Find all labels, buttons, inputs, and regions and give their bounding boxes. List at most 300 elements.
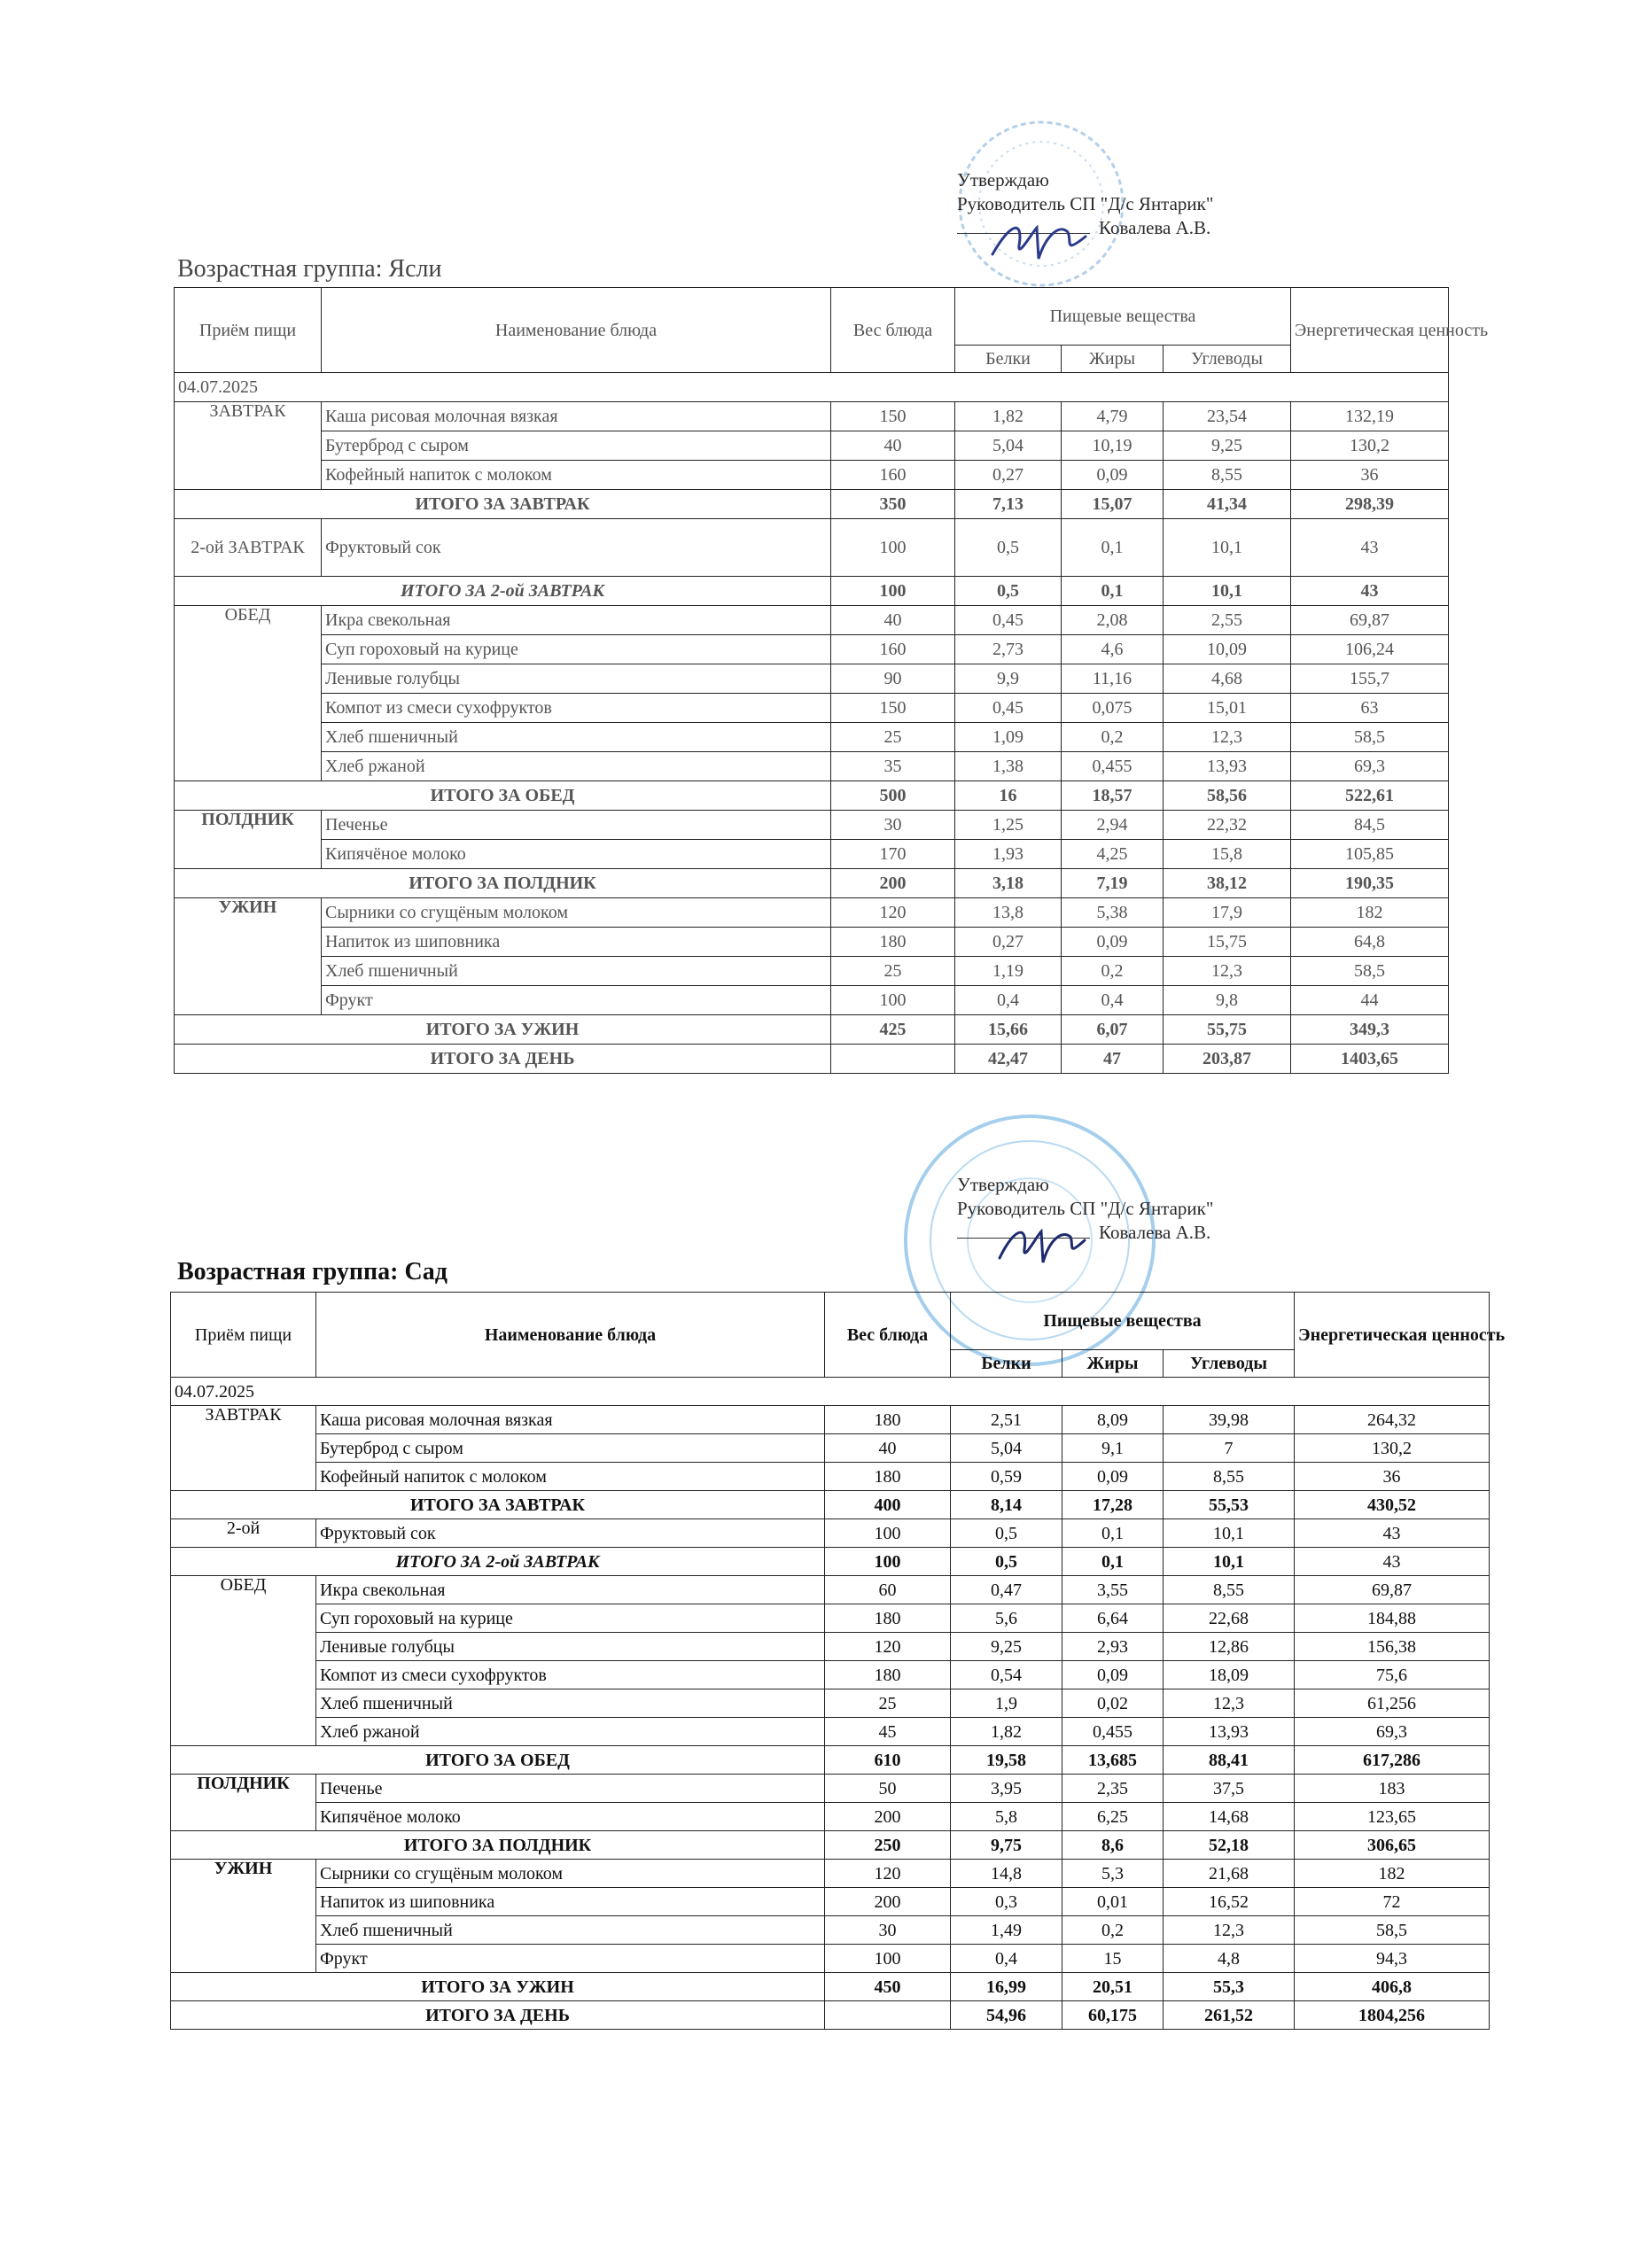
fat-cell: 0,455 bbox=[1062, 1718, 1164, 1746]
fat-cell: 0,1 bbox=[1062, 519, 1164, 577]
meal-name: ОБЕД bbox=[171, 1576, 316, 1746]
protein-cell: 7,13 bbox=[955, 490, 1062, 519]
carbs-cell: 55,3 bbox=[1164, 1973, 1295, 2001]
menu-table bbox=[170, 1292, 1506, 2030]
energy-cell: 69,87 bbox=[1291, 606, 1449, 635]
dish-name: Компот из смеси сухофруктов bbox=[316, 1661, 825, 1689]
fat-cell: 0,09 bbox=[1062, 1463, 1164, 1491]
fat-cell: 15 bbox=[1062, 1945, 1164, 1973]
energy-cell: 522,61 bbox=[1291, 781, 1449, 811]
weight-cell bbox=[825, 2001, 951, 2030]
protein-cell: 0,47 bbox=[951, 1576, 1062, 1604]
dish-name: Икра свекольная bbox=[322, 606, 831, 635]
table-row bbox=[175, 519, 1449, 577]
protein-cell: 0,4 bbox=[951, 1945, 1062, 1973]
protein-cell: 0,3 bbox=[951, 1888, 1062, 1916]
fat-cell: 0,1 bbox=[1062, 577, 1164, 606]
carbs-cell: 10,09 bbox=[1164, 635, 1291, 664]
protein-cell: 5,6 bbox=[951, 1604, 1062, 1633]
energy-cell: 184,88 bbox=[1295, 1604, 1490, 1633]
carbs-cell: 8,55 bbox=[1164, 1463, 1295, 1491]
header-carbs: Углеводы bbox=[1164, 346, 1291, 373]
protein-cell: 3,18 bbox=[955, 869, 1062, 898]
carbs-cell: 18,09 bbox=[1164, 1661, 1295, 1689]
dish-name: Хлеб пшеничный bbox=[322, 957, 831, 986]
subtotal-label: ИТОГО ЗА ОБЕД bbox=[171, 1746, 825, 1775]
protein-cell: 16 bbox=[955, 781, 1062, 811]
fat-cell: 4,25 bbox=[1062, 840, 1164, 869]
fat-cell: 0,01 bbox=[1062, 1888, 1164, 1916]
fat-cell: 8,6 bbox=[1062, 1831, 1164, 1860]
weight-cell: 100 bbox=[831, 986, 955, 1015]
fat-cell: 0,09 bbox=[1062, 461, 1164, 490]
energy-cell: 264,32 bbox=[1295, 1406, 1490, 1434]
energy-cell: 43 bbox=[1291, 519, 1449, 577]
header-energy: Энергетическая ценность bbox=[1295, 1293, 1490, 1378]
day-total-label: ИТОГО ЗА ДЕНЬ bbox=[171, 2001, 825, 2030]
carbs-cell: 8,55 bbox=[1164, 1576, 1295, 1604]
dish-name: Каша рисовая молочная вязкая bbox=[316, 1406, 825, 1434]
meal-name: УЖИН bbox=[171, 1860, 316, 1973]
table-row bbox=[171, 1519, 1490, 1548]
weight-cell: 120 bbox=[825, 1633, 951, 1661]
dish-name: Сырники со сгущёным молоком bbox=[316, 1860, 825, 1888]
header-fat: Жиры bbox=[1062, 346, 1164, 373]
protein-cell: 42,47 bbox=[955, 1045, 1062, 1074]
weight-cell: 40 bbox=[825, 1434, 951, 1463]
protein-cell: 1,82 bbox=[951, 1718, 1062, 1746]
energy-cell: 36 bbox=[1291, 461, 1449, 490]
dish-name: Каша рисовая молочная вязкая bbox=[322, 402, 831, 431]
header-carbs: Углеводы bbox=[1164, 1350, 1295, 1378]
protein-cell: 1,19 bbox=[955, 957, 1062, 986]
protein-cell: 0,45 bbox=[955, 606, 1062, 635]
fat-cell: 17,28 bbox=[1062, 1491, 1164, 1519]
weight-cell: 180 bbox=[825, 1406, 951, 1434]
carbs-cell: 52,18 bbox=[1164, 1831, 1295, 1860]
fat-cell: 13,685 bbox=[1062, 1746, 1164, 1775]
fat-cell: 15,07 bbox=[1062, 490, 1164, 519]
day-total-row bbox=[175, 1045, 1449, 1074]
fat-cell: 5,3 bbox=[1062, 1860, 1164, 1888]
weight-cell: 100 bbox=[825, 1945, 951, 1973]
energy-cell: 64,8 bbox=[1291, 928, 1449, 957]
energy-cell: 190,35 bbox=[1291, 869, 1449, 898]
energy-cell: 43 bbox=[1295, 1548, 1490, 1576]
dish-name: Фруктовый сок bbox=[322, 519, 831, 577]
protein-cell: 1,09 bbox=[955, 723, 1062, 752]
weight-cell: 40 bbox=[831, 606, 955, 635]
weight-cell: 100 bbox=[825, 1548, 951, 1576]
subtotal-label: ИТОГО ЗА ЗАВТРАК bbox=[171, 1491, 825, 1519]
table-row bbox=[175, 840, 1449, 869]
subtotal-row bbox=[175, 781, 1449, 811]
protein-cell: 1,93 bbox=[955, 840, 1062, 869]
fat-cell: 8,09 bbox=[1062, 1406, 1164, 1434]
header-weight: Вес блюда bbox=[825, 1293, 951, 1378]
fat-cell: 11,16 bbox=[1062, 664, 1164, 694]
fat-cell: 0,2 bbox=[1062, 723, 1164, 752]
table-row bbox=[175, 752, 1449, 781]
header-dish: Наименование блюда bbox=[322, 288, 831, 373]
meal-name: 2-ой ЗАВТРАК bbox=[175, 519, 322, 577]
group-title: Возрастная группа: Ясли bbox=[177, 255, 442, 283]
fat-cell: 0,2 bbox=[1062, 1916, 1164, 1945]
weight-cell: 100 bbox=[825, 1519, 951, 1548]
dish-name: Напиток из шиповника bbox=[322, 928, 831, 957]
weight-cell: 25 bbox=[825, 1689, 951, 1718]
fat-cell: 2,93 bbox=[1062, 1633, 1164, 1661]
carbs-cell: 17,9 bbox=[1164, 898, 1291, 928]
protein-cell: 0,5 bbox=[955, 519, 1062, 577]
dish-name: Ленивые голубцы bbox=[316, 1633, 825, 1661]
weight-cell: 120 bbox=[825, 1860, 951, 1888]
protein-cell: 0,5 bbox=[951, 1519, 1062, 1548]
subtotal-label: ИТОГО ЗА 2-ой ЗАВТРАК bbox=[175, 577, 831, 606]
energy-cell: 105,85 bbox=[1291, 840, 1449, 869]
dish-name: Кофейный напиток с молоком bbox=[322, 461, 831, 490]
header-energy: Энергетическая ценность bbox=[1291, 288, 1449, 373]
dish-name: Суп гороховый на курице bbox=[322, 635, 831, 664]
meal-name: 2-ой bbox=[171, 1519, 316, 1548]
day-total-row bbox=[171, 2001, 1490, 2030]
table-row bbox=[171, 1945, 1490, 1973]
table-row bbox=[171, 1916, 1490, 1945]
menu-table bbox=[174, 287, 1489, 1074]
protein-cell: 13,8 bbox=[955, 898, 1062, 928]
protein-cell: 0,27 bbox=[955, 461, 1062, 490]
header-nutrients: Пищевые вещества bbox=[955, 288, 1291, 346]
dish-name: Хлеб пшеничный bbox=[316, 1916, 825, 1945]
protein-cell: 5,04 bbox=[951, 1434, 1062, 1463]
energy-cell: 130,2 bbox=[1295, 1434, 1490, 1463]
fat-cell: 6,25 bbox=[1062, 1803, 1164, 1831]
subtotal-row bbox=[171, 1831, 1490, 1860]
weight-cell: 150 bbox=[831, 694, 955, 723]
weight-cell: 180 bbox=[825, 1463, 951, 1491]
carbs-cell: 12,3 bbox=[1164, 957, 1291, 986]
dish-name: Фрукт bbox=[322, 986, 831, 1015]
dish-name: Кипячёное молоко bbox=[316, 1803, 825, 1831]
dish-name: Кипячёное молоко bbox=[322, 840, 831, 869]
weight-cell: 45 bbox=[825, 1718, 951, 1746]
weight-cell: 35 bbox=[831, 752, 955, 781]
carbs-cell: 12,3 bbox=[1164, 1916, 1295, 1945]
fat-cell: 18,57 bbox=[1062, 781, 1164, 811]
energy-cell: 36 bbox=[1295, 1463, 1490, 1491]
signature bbox=[984, 206, 1099, 276]
table-row bbox=[171, 1633, 1490, 1661]
energy-cell: 156,38 bbox=[1295, 1633, 1490, 1661]
group-title: Возрастная группа: Сад bbox=[177, 1258, 448, 1285]
protein-cell: 0,4 bbox=[955, 986, 1062, 1015]
carbs-cell: 7 bbox=[1164, 1434, 1295, 1463]
carbs-cell: 15,75 bbox=[1164, 928, 1291, 957]
carbs-cell: 23,54 bbox=[1164, 402, 1291, 431]
table-row bbox=[175, 723, 1449, 752]
fat-cell: 7,19 bbox=[1062, 869, 1164, 898]
protein-cell: 19,58 bbox=[951, 1746, 1062, 1775]
table-row bbox=[171, 1860, 1490, 1888]
table-row bbox=[175, 635, 1449, 664]
carbs-cell: 22,32 bbox=[1164, 811, 1291, 840]
carbs-cell: 21,68 bbox=[1164, 1860, 1295, 1888]
dish-name: Кофейный напиток с молоком bbox=[316, 1463, 825, 1491]
protein-cell: 1,82 bbox=[955, 402, 1062, 431]
carbs-cell: 10,1 bbox=[1164, 1519, 1295, 1548]
subtotal-label: ИТОГО ЗА ОБЕД bbox=[175, 781, 831, 811]
carbs-cell: 15,01 bbox=[1164, 694, 1291, 723]
energy-cell: 58,5 bbox=[1291, 723, 1449, 752]
carbs-cell: 4,8 bbox=[1164, 1945, 1295, 1973]
fat-cell: 0,075 bbox=[1062, 694, 1164, 723]
fat-cell: 60,175 bbox=[1062, 2001, 1164, 2030]
header-nutrients: Пищевые вещества bbox=[951, 1293, 1295, 1350]
weight-cell: 160 bbox=[831, 635, 955, 664]
weight-cell: 200 bbox=[825, 1888, 951, 1916]
fat-cell: 47 bbox=[1062, 1045, 1164, 1074]
weight-cell: 425 bbox=[831, 1015, 955, 1045]
weight-cell: 25 bbox=[831, 723, 955, 752]
energy-cell: 617,286 bbox=[1295, 1746, 1490, 1775]
protein-cell: 1,25 bbox=[955, 811, 1062, 840]
protein-cell: 9,75 bbox=[951, 1831, 1062, 1860]
header-weight: Вес блюда bbox=[831, 288, 955, 373]
subtotal-label: ИТОГО ЗА УЖИН bbox=[171, 1973, 825, 2001]
carbs-cell: 41,34 bbox=[1164, 490, 1291, 519]
energy-cell: 94,3 bbox=[1295, 1945, 1490, 1973]
dish-name: Хлеб ржаной bbox=[322, 752, 831, 781]
header-fat: Жиры bbox=[1062, 1350, 1164, 1378]
fat-cell: 2,35 bbox=[1062, 1775, 1164, 1803]
dish-name: Ленивые голубцы bbox=[322, 664, 831, 694]
protein-cell: 2,73 bbox=[955, 635, 1062, 664]
carbs-cell: 12,3 bbox=[1164, 1689, 1295, 1718]
approval-signer: Ковалева А.В. bbox=[1099, 217, 1211, 238]
fat-cell: 0,09 bbox=[1062, 928, 1164, 957]
energy-cell: 58,5 bbox=[1291, 957, 1449, 986]
protein-cell: 0,27 bbox=[955, 928, 1062, 957]
date-cell: 04.07.2025 bbox=[171, 1378, 1490, 1406]
protein-cell: 0,5 bbox=[951, 1548, 1062, 1576]
carbs-cell: 261,52 bbox=[1164, 2001, 1295, 2030]
dish-name: Хлеб пшеничный bbox=[316, 1689, 825, 1718]
approval-line-2: Руководитель СП "Д/с Янтарик" bbox=[957, 193, 1214, 214]
protein-cell: 0,54 bbox=[951, 1661, 1062, 1689]
energy-cell: 44 bbox=[1291, 986, 1449, 1015]
protein-cell: 9,25 bbox=[951, 1633, 1062, 1661]
weight-cell: 350 bbox=[831, 490, 955, 519]
weight-cell: 180 bbox=[825, 1661, 951, 1689]
subtotal-label: ИТОГО ЗА ПОЛДНИК bbox=[175, 869, 831, 898]
table-row bbox=[175, 986, 1449, 1015]
table-row bbox=[175, 664, 1449, 694]
carbs-cell: 203,87 bbox=[1164, 1045, 1291, 1074]
protein-cell: 1,49 bbox=[951, 1916, 1062, 1945]
weight-cell: 150 bbox=[831, 402, 955, 431]
dish-name: Фруктовый сок bbox=[316, 1519, 825, 1548]
table-row bbox=[171, 1661, 1490, 1689]
protein-cell: 5,8 bbox=[951, 1803, 1062, 1831]
energy-cell: 406,8 bbox=[1295, 1973, 1490, 2001]
dish-name: Бутерброд с сыром bbox=[322, 431, 831, 461]
protein-cell: 1,9 bbox=[951, 1689, 1062, 1718]
dish-name: Фрукт bbox=[316, 1945, 825, 1973]
energy-cell: 1403,65 bbox=[1291, 1045, 1449, 1074]
table-row bbox=[175, 431, 1449, 461]
carbs-cell: 39,98 bbox=[1164, 1406, 1295, 1434]
energy-cell: 349,3 bbox=[1291, 1015, 1449, 1045]
fat-cell: 4,6 bbox=[1062, 635, 1164, 664]
date-cell: 04.07.2025 bbox=[175, 373, 1449, 402]
energy-cell: 69,3 bbox=[1295, 1718, 1490, 1746]
subtotal-row bbox=[175, 577, 1449, 606]
approval-signer: Ковалева А.В. bbox=[1099, 1222, 1211, 1243]
fat-cell: 2,94 bbox=[1062, 811, 1164, 840]
fat-cell: 20,51 bbox=[1062, 1973, 1164, 2001]
header-protein: Белки bbox=[955, 346, 1062, 373]
fat-cell: 3,55 bbox=[1062, 1576, 1164, 1604]
carbs-cell: 9,25 bbox=[1164, 431, 1291, 461]
weight-cell: 100 bbox=[831, 519, 955, 577]
table-row bbox=[171, 1576, 1490, 1604]
subtotal-row bbox=[175, 490, 1449, 519]
dish-name: Компот из смеси сухофруктов bbox=[322, 694, 831, 723]
weight-cell: 30 bbox=[831, 811, 955, 840]
fat-cell: 6,07 bbox=[1062, 1015, 1164, 1045]
fat-cell: 0,2 bbox=[1062, 957, 1164, 986]
energy-cell: 106,24 bbox=[1291, 635, 1449, 664]
weight-cell: 170 bbox=[831, 840, 955, 869]
dish-name: Бутерброд с сыром bbox=[316, 1434, 825, 1463]
subtotal-label: ИТОГО ЗА ЗАВТРАК bbox=[175, 490, 831, 519]
weight-cell: 450 bbox=[825, 1973, 951, 2001]
weight-cell: 90 bbox=[831, 664, 955, 694]
fat-cell: 4,79 bbox=[1062, 402, 1164, 431]
weight-cell: 40 bbox=[831, 431, 955, 461]
carbs-cell: 14,68 bbox=[1164, 1803, 1295, 1831]
weight-cell bbox=[831, 1045, 955, 1074]
weight-cell: 25 bbox=[831, 957, 955, 986]
dish-name: Печенье bbox=[316, 1775, 825, 1803]
energy-cell: 75,6 bbox=[1295, 1661, 1490, 1689]
protein-cell: 15,66 bbox=[955, 1015, 1062, 1045]
fat-cell: 5,38 bbox=[1062, 898, 1164, 928]
header-meal: Приём пищи bbox=[171, 1293, 316, 1378]
approval-line-1: Утверждаю bbox=[957, 1174, 1049, 1195]
table-row bbox=[171, 1434, 1490, 1463]
carbs-cell: 10,1 bbox=[1164, 1548, 1295, 1576]
protein-cell: 14,8 bbox=[951, 1860, 1062, 1888]
subtotal-label: ИТОГО ЗА УЖИН bbox=[175, 1015, 831, 1045]
subtotal-label: ИТОГО ЗА ПОЛДНИК bbox=[171, 1831, 825, 1860]
protein-cell: 0,5 bbox=[955, 577, 1062, 606]
energy-cell: 69,87 bbox=[1295, 1576, 1490, 1604]
fat-cell: 10,19 bbox=[1062, 431, 1164, 461]
day-total-label: ИТОГО ЗА ДЕНЬ bbox=[175, 1045, 831, 1074]
meal-name: ЗАВТРАК bbox=[175, 402, 322, 490]
protein-cell: 54,96 bbox=[951, 2001, 1062, 2030]
dish-name: Хлеб ржаной bbox=[316, 1718, 825, 1746]
approval-line-1: Утверждаю bbox=[957, 169, 1049, 190]
weight-cell: 160 bbox=[831, 461, 955, 490]
protein-cell: 8,14 bbox=[951, 1491, 1062, 1519]
table-row bbox=[171, 1775, 1490, 1803]
table-row bbox=[171, 1406, 1490, 1434]
carbs-cell: 16,52 bbox=[1164, 1888, 1295, 1916]
protein-cell: 9,9 bbox=[955, 664, 1062, 694]
energy-cell: 430,52 bbox=[1295, 1491, 1490, 1519]
table-row bbox=[175, 898, 1449, 928]
protein-cell: 1,38 bbox=[955, 752, 1062, 781]
energy-cell: 183 bbox=[1295, 1775, 1490, 1803]
weight-cell: 400 bbox=[825, 1491, 951, 1519]
fat-cell: 0,1 bbox=[1062, 1548, 1164, 1576]
weight-cell: 30 bbox=[825, 1916, 951, 1945]
carbs-cell: 88,41 bbox=[1164, 1746, 1295, 1775]
carbs-cell: 10,1 bbox=[1164, 519, 1291, 577]
carbs-cell: 8,55 bbox=[1164, 461, 1291, 490]
carbs-cell: 13,93 bbox=[1164, 752, 1291, 781]
subtotal-row bbox=[171, 1746, 1490, 1775]
carbs-cell: 12,86 bbox=[1164, 1633, 1295, 1661]
protein-cell: 3,95 bbox=[951, 1775, 1062, 1803]
dish-name: Суп гороховый на курице bbox=[316, 1604, 825, 1633]
table-row bbox=[175, 461, 1449, 490]
protein-cell: 5,04 bbox=[955, 431, 1062, 461]
meal-name: ПОЛДНИК bbox=[171, 1775, 316, 1831]
table-row bbox=[171, 1689, 1490, 1718]
table-row bbox=[175, 811, 1449, 840]
table-row bbox=[175, 928, 1449, 957]
energy-cell: 155,7 bbox=[1291, 664, 1449, 694]
weight-cell: 500 bbox=[831, 781, 955, 811]
carbs-cell: 13,93 bbox=[1164, 1718, 1295, 1746]
weight-cell: 50 bbox=[825, 1775, 951, 1803]
subtotal-row bbox=[171, 1973, 1490, 2001]
carbs-cell: 2,55 bbox=[1164, 606, 1291, 635]
carbs-cell: 22,68 bbox=[1164, 1604, 1295, 1633]
table-row bbox=[175, 402, 1449, 431]
subtotal-row bbox=[171, 1548, 1490, 1576]
energy-cell: 84,5 bbox=[1291, 811, 1449, 840]
carbs-cell: 9,8 bbox=[1164, 986, 1291, 1015]
energy-cell: 69,3 bbox=[1291, 752, 1449, 781]
energy-cell: 72 bbox=[1295, 1888, 1490, 1916]
table-row bbox=[171, 1718, 1490, 1746]
subtotal-label: ИТОГО ЗА 2-ой ЗАВТРАК bbox=[171, 1548, 825, 1576]
fat-cell: 2,08 bbox=[1062, 606, 1164, 635]
energy-cell: 43 bbox=[1295, 1519, 1490, 1548]
fat-cell: 0,09 bbox=[1062, 1661, 1164, 1689]
table-row bbox=[171, 1888, 1490, 1916]
meal-name: ЗАВТРАК bbox=[171, 1406, 316, 1491]
meal-name: ПОЛДНИК bbox=[175, 811, 322, 869]
weight-cell: 60 bbox=[825, 1576, 951, 1604]
protein-cell: 0,45 bbox=[955, 694, 1062, 723]
header-protein: Белки bbox=[951, 1350, 1062, 1378]
carbs-cell: 55,53 bbox=[1164, 1491, 1295, 1519]
energy-cell: 61,256 bbox=[1295, 1689, 1490, 1718]
energy-cell: 298,39 bbox=[1291, 490, 1449, 519]
carbs-cell: 37,5 bbox=[1164, 1775, 1295, 1803]
header-meal: Приём пищи bbox=[175, 288, 322, 373]
meal-name: УЖИН bbox=[175, 898, 322, 1015]
carbs-cell: 4,68 bbox=[1164, 664, 1291, 694]
subtotal-row bbox=[175, 869, 1449, 898]
dish-name: Икра свекольная bbox=[316, 1576, 825, 1604]
energy-cell: 306,65 bbox=[1295, 1831, 1490, 1860]
